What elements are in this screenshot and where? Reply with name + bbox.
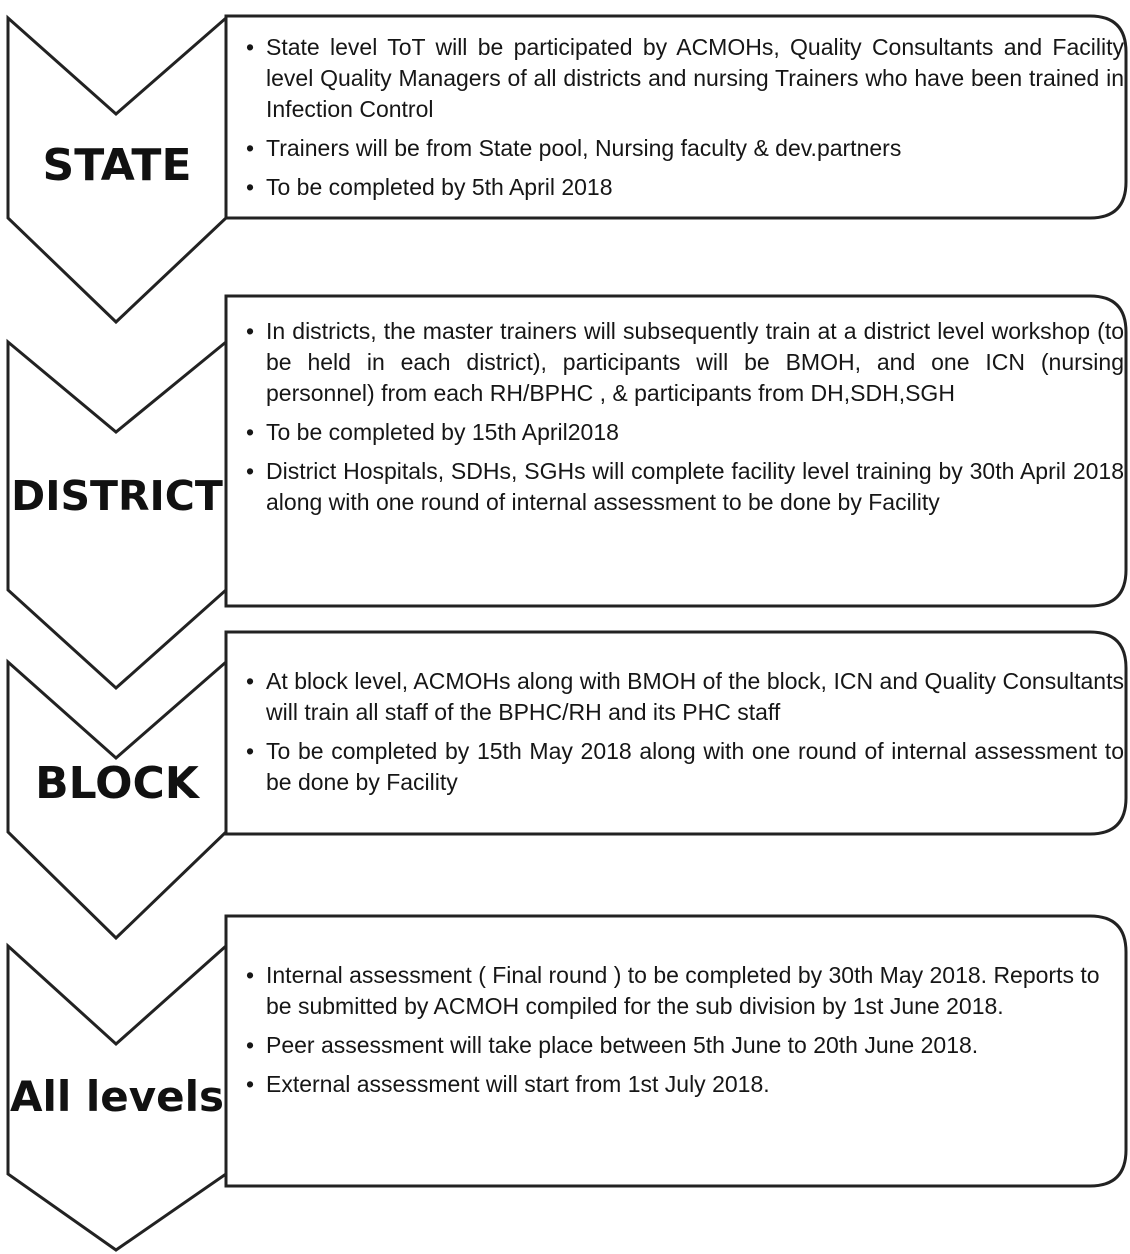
stage-label-district: DISTRICT: [11, 472, 223, 520]
stage-content-state: [244, 32, 1124, 211]
block-bullet-list: [244, 666, 1124, 798]
state-bullet-2: • Trainers will be from State pool, Nursing faculty & dev.partners: [266, 133, 1124, 164]
stage-label-state: STATE: [42, 140, 192, 191]
all-levels-bullet-1: • Internal assessment ( Final round ) to be completed by 30th May 2018. Reports to be submitted by ACMOH compiled for the sub division by 1st June 2018.: [266, 960, 1124, 1022]
district-bullet-1: • In districts, the master trainers will subsequently train at a district level workshop (to be held in each district), participants will be BMOH, and one ICN (nursing personnel) from each RH/BPHC , & participants from DH,SDH,SGH: [266, 316, 1124, 409]
all-levels-bullet-3: • External assessment will start from 1st July 2018.: [266, 1069, 1124, 1100]
district-bullet-3: • District Hospitals, SDHs, SGHs will complete facility level training by 30th April 2018 along with one round of internal assessment to be done by Facility: [266, 456, 1124, 518]
stage-label-block: BLOCK: [35, 758, 199, 809]
block-bullet-1: • At block level, ACMOHs along with BMOH of the block, ICN and Quality Consultants will train all staff of the BPHC/RH and its PHC staff: [266, 666, 1124, 728]
all-levels-bullet-2: • Peer assessment will take place between 5th June to 20th June 2018.: [266, 1030, 1124, 1061]
state-bullet-1: • State level ToT will be participated by ACMOHs, Quality Consultants and Facility level Quality Managers of all districts and nursing Trainers who have been trained in Infection Control: [266, 32, 1124, 125]
district-bullet-2: • To be completed by 15th April2018: [266, 417, 1124, 448]
stage-content-all-levels: [244, 960, 1124, 1108]
state-bullet-3: • To be completed by 5th April 2018: [266, 172, 1124, 203]
state-bullet-list: [244, 32, 1124, 203]
all-levels-bullet-list: [244, 960, 1124, 1100]
stage-label-all-levels: All levels: [9, 1072, 225, 1121]
stage-content-block: [244, 666, 1124, 806]
stage-content-district: [244, 316, 1124, 526]
district-bullet-list: [244, 316, 1124, 518]
block-bullet-2: • To be completed by 15th May 2018 along with one round of internal assessment to be done by Facility: [266, 736, 1124, 798]
